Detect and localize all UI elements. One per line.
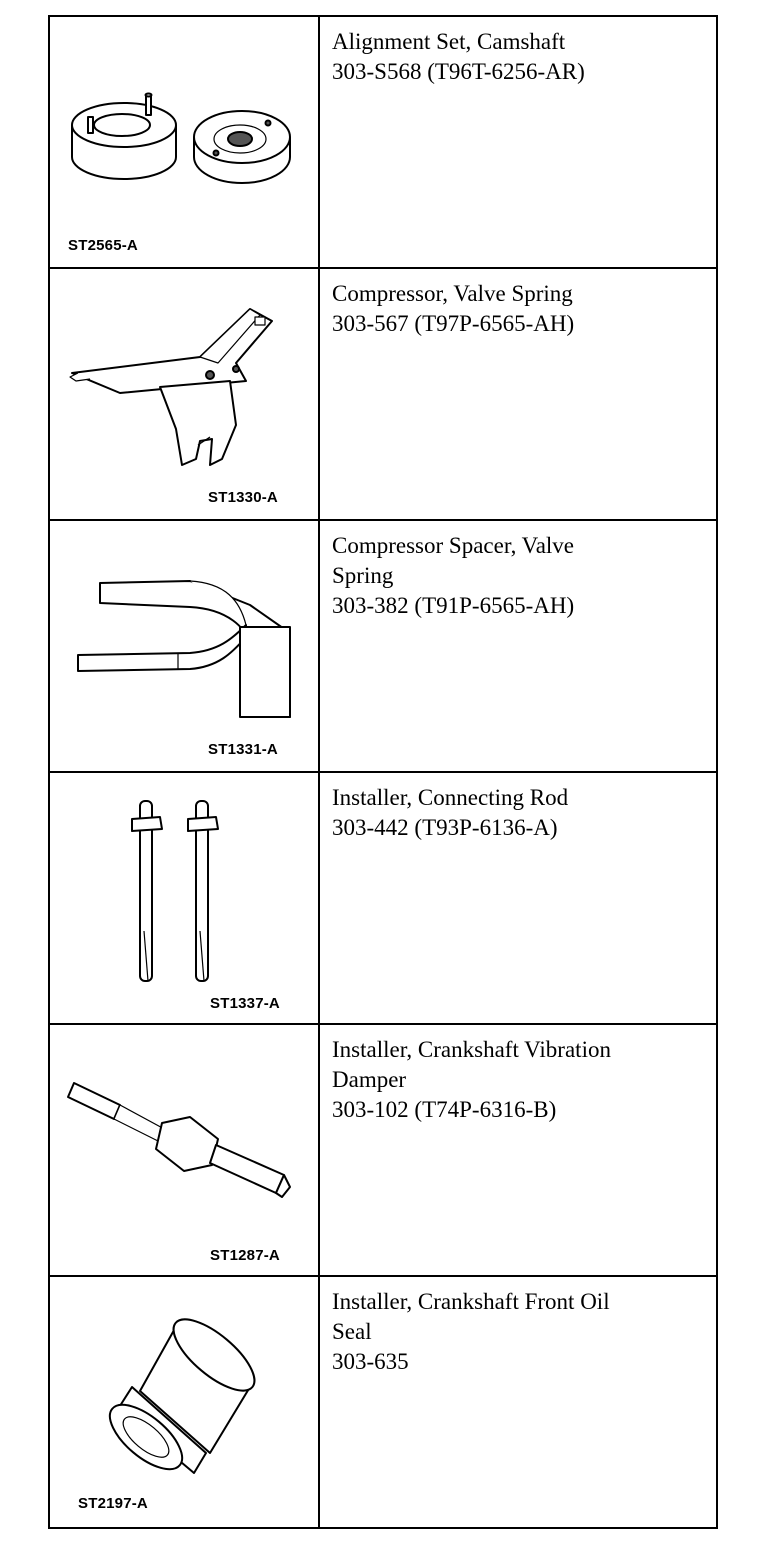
figure-code: ST2197-A [78, 1495, 148, 1512]
tool-row [49, 16, 717, 268]
tool-illustration-cell [49, 1276, 319, 1528]
tool-name: Installer, Connecting Rod [332, 785, 569, 810]
tool-part-number: 303-102 (T74P-6316-B) [332, 1097, 557, 1122]
tool-part-number: 303-382 (T91P-6565-AH) [332, 593, 575, 618]
figure-code: ST1331-A [208, 741, 278, 758]
tool-description-cell [319, 268, 717, 520]
compressor-spacer-icon [50, 521, 318, 773]
tool-illustration-cell [49, 16, 319, 268]
tool-part-number: 303-567 (T97P-6565-AH) [332, 311, 575, 336]
tool-row [49, 268, 717, 520]
tool-description-cell [319, 520, 717, 772]
tool-illustration-cell [49, 1024, 319, 1276]
tool-illustration-cell [49, 520, 319, 772]
tool-row [49, 772, 717, 1024]
tool-row [49, 520, 717, 772]
connecting-rod-guides-icon [50, 773, 318, 1025]
figure-code: ST1287-A [210, 1247, 280, 1264]
tool-part-number: 303-S568 (T96T-6256-AR) [332, 59, 585, 84]
tool-illustration-cell [49, 772, 319, 1024]
tool-row [49, 1024, 717, 1276]
tool-name: Installer, Crankshaft Vibration [332, 1037, 611, 1062]
tool-description-cell [319, 1024, 717, 1276]
damper-installer-screw-icon [50, 1025, 318, 1277]
valve-spring-compressor-icon [50, 269, 318, 521]
tool-illustration-cell [49, 268, 319, 520]
camshaft-alignment-rings-icon [50, 17, 318, 269]
tool-name-continued: Damper [332, 1067, 407, 1092]
tool-row [49, 1276, 717, 1528]
tool-name-continued: Seal [332, 1319, 372, 1344]
tool-description-cell [319, 16, 717, 268]
tool-name: Compressor, Valve Spring [332, 281, 573, 306]
tool-part-number: 303-635 [332, 1349, 409, 1374]
oil-seal-installer-icon [50, 1277, 318, 1529]
figure-code: ST2565-A [68, 237, 138, 254]
special-tools-table [48, 15, 718, 1529]
tool-part-number: 303-442 (T93P-6136-A) [332, 815, 558, 840]
tool-name: Alignment Set, Camshaft [332, 29, 566, 54]
figure-code: ST1337-A [210, 995, 280, 1012]
tool-description-cell [319, 772, 717, 1024]
tool-name-continued: Spring [332, 563, 394, 588]
tool-description-cell [319, 1276, 717, 1528]
tool-name: Compressor Spacer, Valve [332, 533, 575, 558]
figure-code: ST1330-A [208, 489, 278, 506]
tool-name: Installer, Crankshaft Front Oil [332, 1289, 610, 1314]
